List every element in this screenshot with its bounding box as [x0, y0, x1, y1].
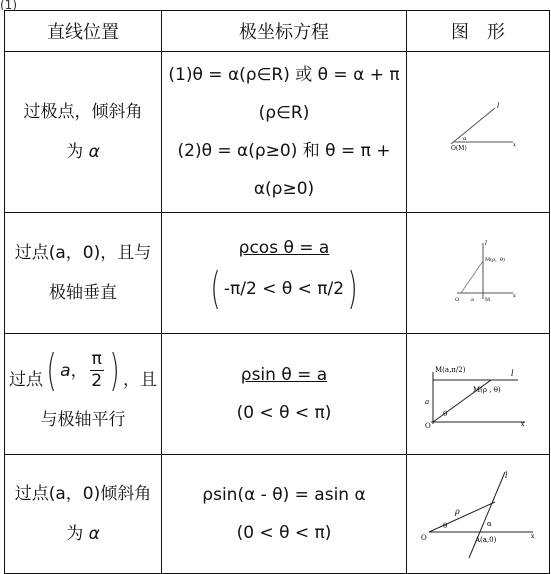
header-equation: 极坐标方程	[162, 11, 407, 52]
label-l: l	[485, 240, 487, 247]
row4-diagram	[413, 462, 543, 562]
label-theta: θ	[443, 410, 448, 418]
row4-equation	[162, 455, 407, 574]
row3-eq-line1: ρsin θ = a	[240, 365, 328, 385]
label-origin: O(M)	[451, 145, 467, 152]
row1-condition	[5, 52, 162, 213]
row4-cond-line1: 过点(a，0)倾斜角	[14, 484, 152, 504]
row4-cond-alpha: α	[88, 524, 100, 544]
label-point-a: A(a,0)	[475, 536, 497, 544]
row2-cond-line1: 过点(a，0)，且与	[14, 243, 152, 263]
label-origin: O	[421, 534, 427, 542]
row3-condition	[5, 334, 162, 455]
label-p: M(ρ , θ)	[473, 386, 501, 394]
label-a: a	[425, 398, 430, 406]
row4-figure	[407, 455, 550, 574]
label-foot: M	[485, 297, 491, 303]
radius	[429, 502, 495, 532]
row2-diagram	[413, 221, 543, 321]
line-l	[451, 108, 495, 144]
row3-eq-line2: (0 < θ < π)	[236, 403, 332, 423]
label-m: M(ρ，θ)	[485, 257, 505, 263]
header-position: 直线位置	[5, 11, 162, 52]
label-alpha: α	[463, 136, 467, 142]
label-theta: θ	[443, 522, 448, 530]
label-x: x	[531, 533, 535, 540]
table-row	[5, 334, 550, 455]
row3-cond-line1: 过点 ( a ， $\frac{\pi}{2}$ ) ，且	[8, 344, 157, 396]
row2-range-text: -π/2 < θ < π/2	[223, 279, 345, 299]
radius	[461, 261, 483, 293]
row1-diagram	[413, 80, 543, 180]
row4-condition	[5, 455, 162, 574]
header-figure: 图 形	[407, 11, 550, 52]
label-x: x	[521, 421, 525, 428]
polar-line-equation-table	[4, 10, 550, 574]
row4-cond-line2: 为 α	[66, 524, 100, 544]
label-x: x	[513, 293, 516, 299]
row2-figure	[407, 213, 550, 334]
row4-eq-line2: (0 < θ < π)	[236, 523, 332, 543]
row2-eq-line1: ρcos θ = a	[238, 238, 330, 258]
table-row	[5, 455, 550, 574]
label-origin: O	[425, 422, 431, 430]
row3-equation	[162, 334, 407, 455]
row2-cond-line2: 极轴垂直	[49, 283, 117, 303]
row1-eq-line1: (1)θ = α(ρ∈R) 或 θ = α + π	[168, 65, 400, 85]
row4-eq-line1: ρsin(α - θ) = asin α	[202, 485, 366, 505]
row1-cond-alpha: α	[88, 142, 100, 162]
cropped-top-text: (1)	[0, 0, 17, 10]
label-l: l	[497, 102, 500, 110]
table-row	[5, 213, 550, 334]
row1-eq-line2: (ρ∈R)	[258, 103, 310, 123]
label-origin: O	[455, 297, 460, 303]
label-alpha: α	[487, 520, 492, 528]
label-l: l	[511, 369, 514, 378]
row1-eq-line3: (2)θ = α(ρ≥0) 和 θ = π +	[177, 141, 391, 161]
row3-figure	[407, 334, 550, 455]
table-row	[5, 52, 550, 213]
label-rho: ρ	[455, 507, 460, 516]
row1-cond-line1: 过极点，倾斜角	[23, 102, 143, 122]
row2-equation	[162, 213, 407, 334]
row1-eq-line4: α(ρ≥0)	[253, 179, 315, 199]
label-a: a	[471, 297, 474, 303]
row2-condition	[5, 213, 162, 334]
row2-eq-range: ( -π/2 < θ < π/2 )	[210, 263, 358, 314]
row1-figure	[407, 52, 550, 213]
row3-diagram	[413, 342, 543, 442]
row3-cond-line2: 与极轴平行	[40, 409, 126, 430]
label-m: M(a,π/2)	[435, 366, 466, 374]
row1-equation	[162, 52, 407, 213]
label-l: l	[505, 471, 508, 480]
line-l	[469, 472, 505, 558]
label-x: x	[513, 142, 516, 148]
row1-cond-line2: 为 α	[66, 142, 100, 162]
